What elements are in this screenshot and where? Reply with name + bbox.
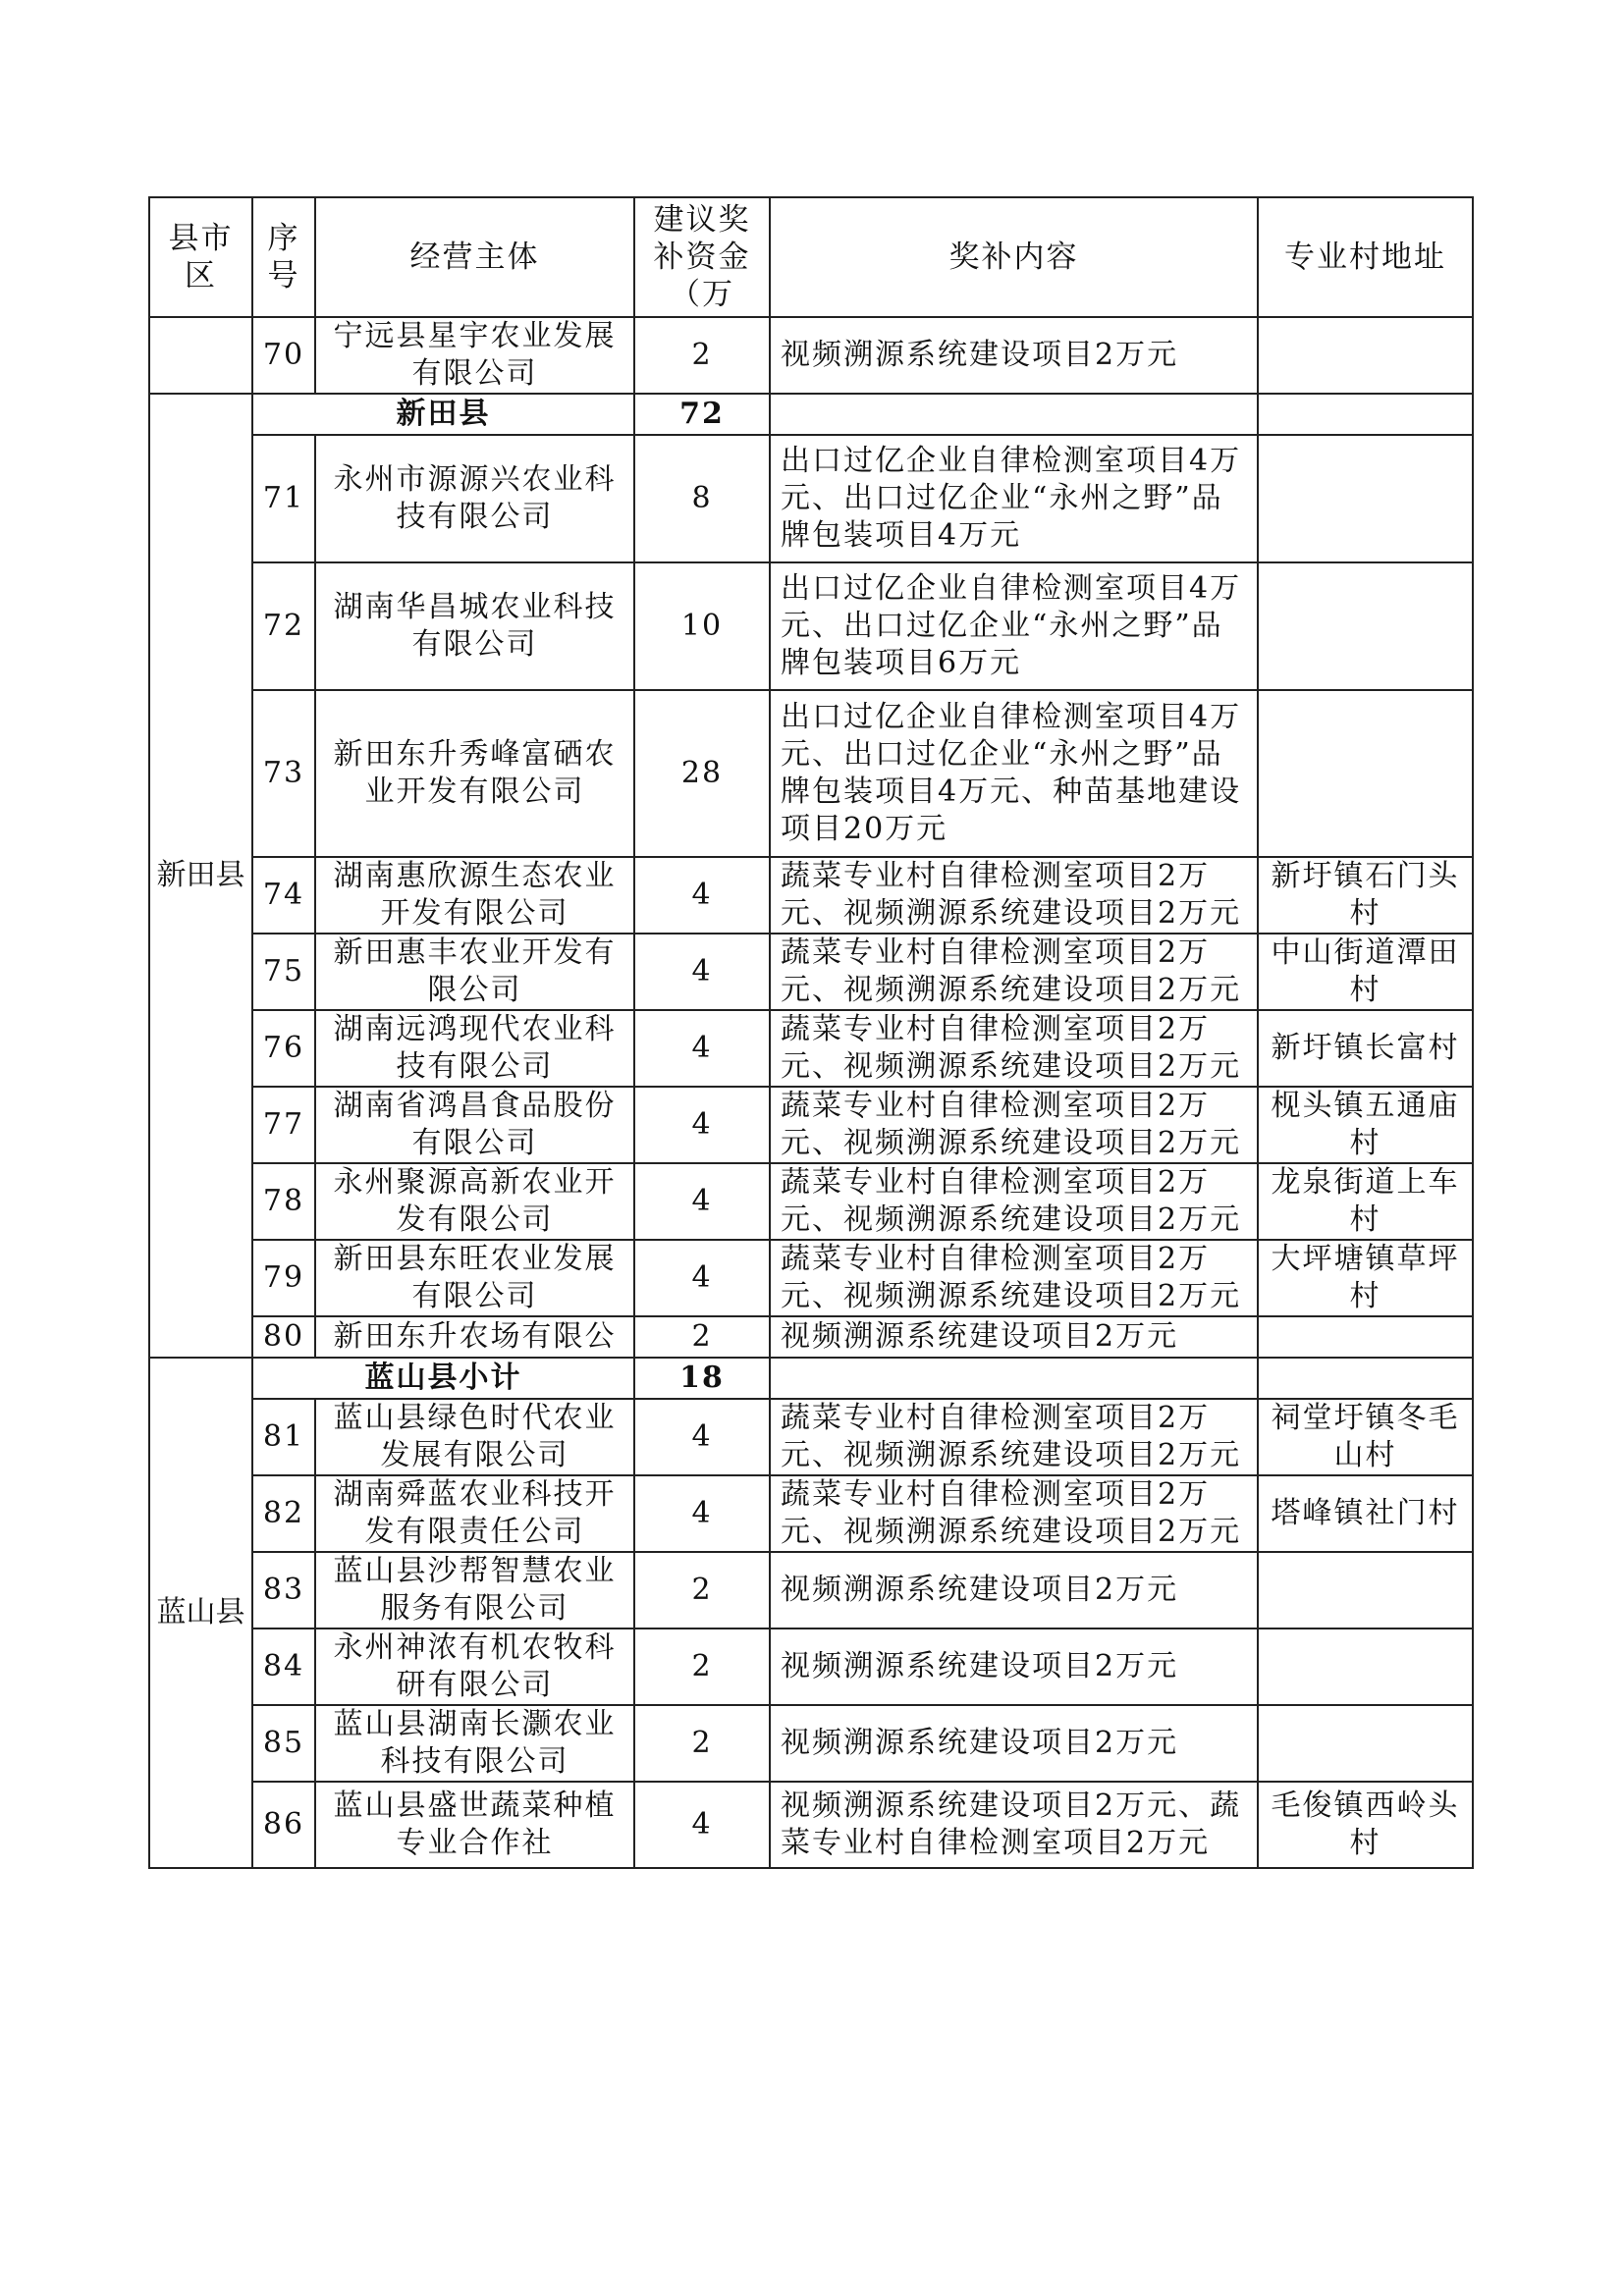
- table-header-row: [149, 197, 1473, 317]
- village-cell: [1258, 1316, 1473, 1358]
- amount-cell: 2: [634, 317, 770, 394]
- village-cell: 毛俊镇西岭头村: [1258, 1782, 1473, 1868]
- header-amount: 建议奖补资金（万: [634, 197, 770, 317]
- entity-cell: 新田惠丰农业开发有限公司: [315, 934, 634, 1010]
- table-row: [149, 1629, 1473, 1705]
- entity-cell: 新田东升农场有限公: [315, 1316, 634, 1358]
- amount-cell: 4: [634, 1087, 770, 1163]
- seq-cell: 80: [252, 1316, 315, 1358]
- entity-cell: 蓝山县盛世蔬菜种植专业合作社: [315, 1782, 634, 1868]
- table-row: [149, 562, 1473, 690]
- funding-table: [148, 196, 1474, 1869]
- table-row: [149, 1475, 1473, 1552]
- table-row: [149, 690, 1473, 857]
- village-cell: 新圩镇长富村: [1258, 1010, 1473, 1087]
- subtotal-label: 蓝山县小计: [252, 1358, 634, 1399]
- header-entity: 经营主体: [315, 197, 634, 317]
- entity-cell: 永州神浓有机农牧科研有限公司: [315, 1629, 634, 1705]
- seq-cell: 85: [252, 1705, 315, 1782]
- seq-cell: 76: [252, 1010, 315, 1087]
- village-cell: 大坪塘镇草坪村: [1258, 1240, 1473, 1316]
- table-row: [149, 1552, 1473, 1629]
- amount-cell: 4: [634, 857, 770, 934]
- content-cell: 蔬菜专业村自律检测室项目2万元、视频溯源系统建设项目2万元: [770, 1399, 1258, 1475]
- village-cell: 新圩镇石门头村: [1258, 857, 1473, 934]
- content-cell: 视频溯源系统建设项目2万元: [770, 1705, 1258, 1782]
- table-row: [149, 435, 1473, 562]
- amount-cell: 4: [634, 1782, 770, 1868]
- content-cell: 出口过亿企业自律检测室项目4万元、出口过亿企业“永州之野”品牌包装项目4万元、种苗基地建设项目20万元: [770, 690, 1258, 857]
- village-cell: [1258, 435, 1473, 562]
- table-row: [149, 317, 1473, 394]
- amount-cell: 2: [634, 1316, 770, 1358]
- village-cell: 塔峰镇社门村: [1258, 1475, 1473, 1552]
- entity-cell: 新田县东旺农业发展有限公司: [315, 1240, 634, 1316]
- seq-cell: 81: [252, 1399, 315, 1475]
- table-row: [149, 1087, 1473, 1163]
- empty-cell: [770, 394, 1258, 435]
- seq-cell: 71: [252, 435, 315, 562]
- table-row: [149, 1316, 1473, 1358]
- entity-cell: 湖南华昌城农业科技有限公司: [315, 562, 634, 690]
- amount-cell: 4: [634, 934, 770, 1010]
- amount-cell: 4: [634, 1240, 770, 1316]
- empty-cell: [770, 1358, 1258, 1399]
- table-row: [149, 1010, 1473, 1087]
- village-cell: [1258, 690, 1473, 857]
- amount-cell: 8: [634, 435, 770, 562]
- seq-cell: 83: [252, 1552, 315, 1629]
- table-row: [149, 857, 1473, 934]
- village-cell: [1258, 1629, 1473, 1705]
- seq-cell: 77: [252, 1087, 315, 1163]
- seq-cell: 86: [252, 1782, 315, 1868]
- subtotal-label: 新田县: [252, 394, 634, 435]
- content-cell: 出口过亿企业自律检测室项目4万元、出口过亿企业“永州之野”品牌包装项目4万元: [770, 435, 1258, 562]
- entity-cell: 蓝山县湖南长灏农业科技有限公司: [315, 1705, 634, 1782]
- entity-cell: 宁远县星宇农业发展有限公司: [315, 317, 634, 394]
- content-cell: 出口过亿企业自律检测室项目4万元、出口过亿企业“永州之野”品牌包装项目6万元: [770, 562, 1258, 690]
- content-cell: 视频溯源系统建设项目2万元: [770, 1316, 1258, 1358]
- amount-cell: 4: [634, 1010, 770, 1087]
- seq-cell: 82: [252, 1475, 315, 1552]
- entity-cell: 永州市源源兴农业科技有限公司: [315, 435, 634, 562]
- seq-cell: 79: [252, 1240, 315, 1316]
- seq-cell: 74: [252, 857, 315, 934]
- content-cell: 视频溯源系统建设项目2万元、蔬菜专业村自律检测室项目2万元: [770, 1782, 1258, 1868]
- content-cell: 视频溯源系统建设项目2万元: [770, 1629, 1258, 1705]
- content-cell: 视频溯源系统建设项目2万元: [770, 317, 1258, 394]
- header-seq: 序号: [252, 197, 315, 317]
- header-content: 奖补内容: [770, 197, 1258, 317]
- table-row: [149, 1240, 1473, 1316]
- table-row: [149, 934, 1473, 1010]
- entity-cell: 湖南省鸿昌食品股份有限公司: [315, 1087, 634, 1163]
- subtotal-amount: 72: [634, 394, 770, 435]
- seq-cell: 78: [252, 1163, 315, 1240]
- entity-cell: 湖南舜蓝农业科技开发有限责任公司: [315, 1475, 634, 1552]
- content-cell: 蔬菜专业村自律检测室项目2万元、视频溯源系统建设项目2万元: [770, 1010, 1258, 1087]
- seq-cell: 75: [252, 934, 315, 1010]
- table-row: [149, 1399, 1473, 1475]
- content-cell: 蔬菜专业村自律检测室项目2万元、视频溯源系统建设项目2万元: [770, 1475, 1258, 1552]
- content-cell: 蔬菜专业村自律检测室项目2万元、视频溯源系统建设项目2万元: [770, 1087, 1258, 1163]
- entity-cell: 蓝山县绿色时代农业发展有限公司: [315, 1399, 634, 1475]
- table-body: [149, 317, 1473, 1868]
- village-cell: 龙泉街道上车村: [1258, 1163, 1473, 1240]
- village-cell: 祠堂圩镇冬毛山村: [1258, 1399, 1473, 1475]
- seq-cell: 72: [252, 562, 315, 690]
- seq-cell: 84: [252, 1629, 315, 1705]
- subtotal-amount: 18: [634, 1358, 770, 1399]
- amount-cell: 4: [634, 1399, 770, 1475]
- village-cell: 中山街道潭田村: [1258, 934, 1473, 1010]
- empty-cell: [1258, 394, 1473, 435]
- seq-cell: 70: [252, 317, 315, 394]
- village-cell: [1258, 317, 1473, 394]
- amount-cell: 4: [634, 1163, 770, 1240]
- table-row: [149, 1782, 1473, 1868]
- content-cell: 蔬菜专业村自律检测室项目2万元、视频溯源系统建设项目2万元: [770, 1163, 1258, 1240]
- amount-cell: 2: [634, 1629, 770, 1705]
- seq-cell: 73: [252, 690, 315, 857]
- header-county: 县市区: [149, 197, 252, 317]
- amount-cell: 2: [634, 1552, 770, 1629]
- entity-cell: 永州聚源高新农业开发有限公司: [315, 1163, 634, 1240]
- header-village: 专业村地址: [1258, 197, 1473, 317]
- table-row: [149, 1163, 1473, 1240]
- table-row: [149, 1705, 1473, 1782]
- entity-cell: 湖南惠欣源生态农业开发有限公司: [315, 857, 634, 934]
- county-cell: [149, 317, 252, 394]
- subtotal-row: [149, 1358, 1473, 1399]
- content-cell: 蔬菜专业村自律检测室项目2万元、视频溯源系统建设项目2万元: [770, 857, 1258, 934]
- village-cell: 枧头镇五通庙村: [1258, 1087, 1473, 1163]
- content-cell: 蔬菜专业村自律检测室项目2万元、视频溯源系统建设项目2万元: [770, 1240, 1258, 1316]
- entity-cell: 新田东升秀峰富硒农业开发有限公司: [315, 690, 634, 857]
- county-cell: 蓝山县: [149, 1358, 252, 1868]
- content-cell: 蔬菜专业村自律检测室项目2万元、视频溯源系统建设项目2万元: [770, 934, 1258, 1010]
- entity-cell: 蓝山县沙帮智慧农业服务有限公司: [315, 1552, 634, 1629]
- amount-cell: 2: [634, 1705, 770, 1782]
- content-cell: 视频溯源系统建设项目2万元: [770, 1552, 1258, 1629]
- subtotal-row: [149, 394, 1473, 435]
- amount-cell: 28: [634, 690, 770, 857]
- empty-cell: [1258, 1358, 1473, 1399]
- village-cell: [1258, 562, 1473, 690]
- entity-cell: 湖南远鸿现代农业科技有限公司: [315, 1010, 634, 1087]
- village-cell: [1258, 1705, 1473, 1782]
- county-cell: 新田县: [149, 394, 252, 1358]
- village-cell: [1258, 1552, 1473, 1629]
- amount-cell: 4: [634, 1475, 770, 1552]
- amount-cell: 10: [634, 562, 770, 690]
